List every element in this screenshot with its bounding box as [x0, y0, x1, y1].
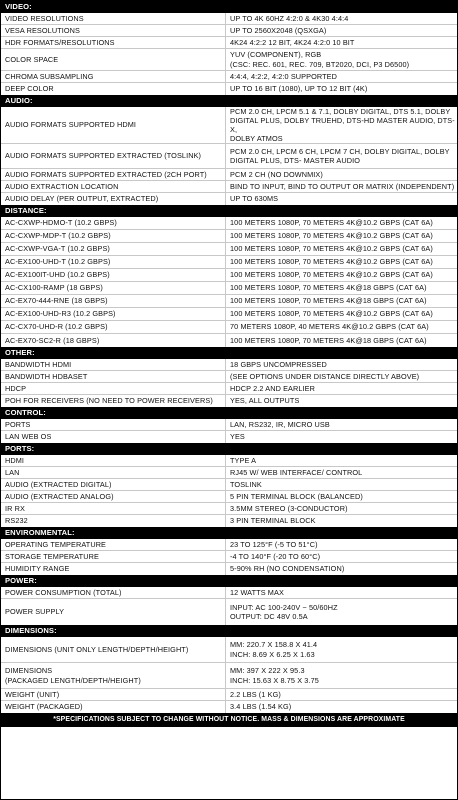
spec-label: OPERATING TEMPERATURE	[1, 539, 226, 550]
spec-row	[1, 25, 457, 37]
spec-value: UP TO 630MS	[230, 194, 279, 204]
spec-row	[1, 599, 457, 625]
spec-label: AUDIO FORMATS SUPPORTED HDMI	[1, 107, 226, 143]
section-header: DISTANCE:	[1, 205, 457, 217]
spec-label: DIMENSIONS (PACKAGED LENGTH/DEPTH/HEIGHT)	[1, 663, 226, 688]
spec-value: PCM 2.0 CH, LPCM 5.1 & 7.1, DOLBY DIGITAL, DTS 5.1, DOLBY DIGITAL PLUS, DOLBY TRUEHD, DTS-HD MASTER AUDIO, DTS-X, DOLBY ATMOS	[230, 106, 455, 144]
spec-row	[1, 308, 457, 321]
spec-label: DIMENSIONS (UNIT ONLY LENGTH/DEPTH/HEIGHT)	[1, 637, 226, 662]
spec-label: BANDWIDTH HDMI	[1, 359, 226, 370]
spec-row	[1, 491, 457, 503]
spec-value: UP TO 16 BIT (1080), UP TO 12 BIT (4K)	[230, 84, 368, 94]
spec-label: POH FOR RECEIVERS (NO NEED TO POWER RECEIVERS)	[1, 395, 226, 407]
spec-value: 100 METERS 1080P, 70 METERS 4K@18 GBPS (CAT 6A)	[230, 283, 427, 293]
spec-value: 23 TO 125°F (-5 TO 51°C)	[230, 539, 318, 549]
spec-row	[1, 383, 457, 395]
spec-row	[1, 359, 457, 371]
spec-label: VIDEO RESOLUTIONS	[1, 13, 226, 24]
spec-label: AUDIO FORMATS SUPPORTED EXTRACTED (TOSLINK)	[1, 144, 226, 168]
spec-section	[1, 443, 457, 527]
spec-row	[1, 334, 457, 347]
spec-section	[1, 407, 457, 443]
spec-row	[1, 83, 457, 95]
spec-row	[1, 479, 457, 491]
spec-label: VESA RESOLUTIONS	[1, 25, 226, 36]
spec-row	[1, 71, 457, 83]
spec-label: WEIGHT (UNIT)	[1, 689, 226, 700]
section-header: AUDIO:	[1, 95, 457, 107]
spec-row	[1, 701, 457, 713]
spec-row	[1, 663, 457, 689]
spec-row	[1, 181, 457, 193]
spec-value: 100 METERS 1080P, 70 METERS 4K@10.2 GBPS (CAT 6A)	[230, 218, 433, 228]
spec-row	[1, 467, 457, 479]
spec-label: AC-CX70-UHD-R (10.2 GBPS)	[1, 321, 226, 333]
spec-label: LAN WEB OS	[1, 431, 226, 443]
spec-label: HDCP	[1, 383, 226, 394]
spec-label: AC-CXWP-VGA-T (10.2 GBPS)	[1, 243, 226, 255]
spec-label: AC-EX70-SC2-R (18 GBPS)	[1, 334, 226, 347]
spec-row	[1, 107, 457, 144]
spec-label: AC-EX100-UHD-T (10.2 GBPS)	[1, 256, 226, 268]
spec-row	[1, 563, 457, 575]
spec-row	[1, 269, 457, 282]
spec-row	[1, 551, 457, 563]
spec-section	[1, 1, 457, 95]
spec-value: LAN, RS232, IR, MICRO USB	[230, 419, 330, 429]
spec-value: PCM 2 CH (NO DOWNMIX)	[230, 169, 323, 179]
spec-row	[1, 193, 457, 205]
spec-row	[1, 637, 457, 663]
spec-label: DEEP COLOR	[1, 83, 226, 95]
spec-label: POWER SUPPLY	[1, 599, 226, 625]
spec-label: HUMIDITY RANGE	[1, 563, 226, 575]
spec-value: BIND TO INPUT, BIND TO OUTPUT OR MATRIX (INDEPENDENT)	[230, 181, 455, 191]
spec-row	[1, 13, 457, 25]
spec-row	[1, 230, 457, 243]
spec-value: MM: 220.7 X 158.8 X 41.4 INCH: 8.69 X 6.25 X 1.63	[230, 640, 318, 659]
spec-label: PORTS	[1, 419, 226, 430]
spec-row	[1, 539, 457, 551]
spec-label: POWER CONSUMPTION (TOTAL)	[1, 587, 226, 598]
spec-row	[1, 689, 457, 701]
footnote: *SPECIFICATIONS SUBJECT TO CHANGE WITHOUT NOTICE. MASS & DIMENSIONS ARE APPROXIMATE	[1, 713, 457, 727]
spec-label: BANDWIDTH HDBASET	[1, 371, 226, 382]
section-header: OTHER:	[1, 347, 457, 359]
spec-label: LAN	[1, 467, 226, 478]
section-header: PORTS:	[1, 443, 457, 455]
spec-label: AUDIO FORMATS SUPPORTED EXTRACTED (2CH PORT)	[1, 169, 226, 180]
spec-row	[1, 217, 457, 230]
spec-row	[1, 515, 457, 527]
spec-row	[1, 395, 457, 407]
section-header: VIDEO:	[1, 1, 457, 13]
spec-section	[1, 95, 457, 205]
spec-row	[1, 431, 457, 443]
spec-row	[1, 49, 457, 71]
spec-label: AUDIO DELAY (PER OUTPUT, EXTRACTED)	[1, 193, 226, 205]
spec-value: 100 METERS 1080P, 70 METERS 4K@18 GBPS (CAT 6A)	[230, 335, 427, 345]
spec-value: UP TO 2560X2048 (QSXGA)	[230, 25, 327, 35]
spec-row	[1, 256, 457, 269]
spec-value: HDCP 2.2 AND EARLIER	[230, 383, 315, 393]
spec-value: 3.5MM STEREO (3-CONDUCTOR)	[230, 503, 348, 513]
spec-label: AC-EX70-444-RNE (18 GBPS)	[1, 295, 226, 307]
spec-value: 100 METERS 1080P, 70 METERS 4K@10.2 GBPS (CAT 6A)	[230, 270, 433, 280]
spec-row	[1, 37, 457, 49]
spec-value: 3 PIN TERMINAL BLOCK	[230, 516, 316, 526]
spec-value: 5-90% RH (NO CONDENSATION)	[230, 564, 345, 574]
spec-section	[1, 527, 457, 575]
spec-value: 4:4:4, 4:2:2, 4:2:0 SUPPORTED	[230, 71, 338, 81]
spec-value: PCM 2.0 CH, LPCM 6 CH, LPCM 7 CH, DOLBY DIGITAL, DOLBY DIGITAL PLUS, DTS- MASTER AUDIO	[230, 146, 450, 165]
spec-value: 3.4 LBS (1.54 KG)	[230, 702, 292, 712]
spec-value: (SEE OPTIONS UNDER DISTANCE DIRECTLY ABOVE)	[230, 371, 420, 381]
spec-row	[1, 455, 457, 467]
spec-value: 100 METERS 1080P, 70 METERS 4K@10.2 GBPS (CAT 6A)	[230, 244, 433, 254]
spec-value: TOSLINK	[230, 479, 262, 489]
spec-label: IR RX	[1, 503, 226, 514]
spec-value: 2.2 LBS (1 KG)	[230, 689, 281, 699]
spec-label: HDMI	[1, 455, 226, 466]
spec-row	[1, 587, 457, 599]
spec-label: AC-EX100-UHD-R3 (10.2 GBPS)	[1, 308, 226, 320]
spec-label: AC-EX100IT-UHD (10.2 GBPS)	[1, 269, 226, 281]
spec-value: UP TO 4K 60HZ 4:2:0 & 4K30 4:4:4	[230, 13, 349, 23]
spec-label: AC-CX100-RAMP (18 GBPS)	[1, 282, 226, 294]
spec-label: AC-CXWP-MDP-T (10.2 GBPS)	[1, 230, 226, 242]
spec-label: HDR FORMATS/RESOLUTIONS	[1, 37, 226, 48]
spec-value: 18 GBPS UNCOMPRESSED	[230, 359, 327, 369]
spec-value: -4 TO 140°F (-20 TO 60°C)	[230, 551, 321, 561]
spec-value: 100 METERS 1080P, 70 METERS 4K@10.2 GBPS (CAT 6A)	[230, 257, 433, 267]
spec-label: AC-CXWP-HDMO-T (10.2 GBPS)	[1, 217, 226, 229]
spec-section	[1, 625, 457, 713]
spec-row	[1, 321, 457, 334]
spec-value: YES, ALL OUTPUTS	[230, 396, 300, 406]
spec-label: AUDIO (EXTRACTED ANALOG)	[1, 491, 226, 502]
spec-row	[1, 295, 457, 308]
spec-label: CHROMA SUBSAMPLING	[1, 71, 226, 82]
spec-row	[1, 503, 457, 515]
section-header: POWER:	[1, 575, 457, 587]
spec-row	[1, 243, 457, 256]
section-header: ENVIRONMENTAL:	[1, 527, 457, 539]
spec-value: MM: 397 X 222 X 95.3 INCH: 15.63 X 8.75 X 3.75	[230, 666, 319, 685]
spec-value: 100 METERS 1080P, 70 METERS 4K@18 GBPS (CAT 6A)	[230, 296, 427, 306]
spec-value: RJ45 W/ WEB INTERFACE/ CONTROL	[230, 467, 363, 477]
spec-value: YUV (COMPONENT), RGB (CSC: REC. 601, REC. 709, BT2020, DCI, P3 D6500)	[230, 50, 410, 69]
spec-row	[1, 282, 457, 295]
spec-value: 4K24 4:2:2 12 BIT, 4K24 4:2:0 10 BIT	[230, 37, 355, 47]
spec-label: COLOR SPACE	[1, 49, 226, 70]
spec-value: 5 PIN TERMINAL BLOCK (BALANCED)	[230, 491, 363, 501]
spec-row	[1, 169, 457, 181]
section-header: CONTROL:	[1, 407, 457, 419]
spec-value: 100 METERS 1080P, 70 METERS 4K@10.2 GBPS (CAT 6A)	[230, 231, 433, 241]
spec-label: RS232	[1, 515, 226, 527]
spec-label: STORAGE TEMPERATURE	[1, 551, 226, 562]
spec-row	[1, 419, 457, 431]
spec-sections	[1, 1, 457, 713]
spec-row	[1, 371, 457, 383]
spec-value: 70 METERS 1080P, 40 METERS 4K@10.2 GBPS (CAT 6A)	[230, 322, 429, 332]
spec-section	[1, 347, 457, 407]
spec-section	[1, 575, 457, 625]
spec-label: AUDIO EXTRACTION LOCATION	[1, 181, 226, 192]
spec-value: YES	[230, 432, 245, 442]
spec-label: AUDIO (EXTRACTED DIGITAL)	[1, 479, 226, 490]
spec-section	[1, 205, 457, 347]
section-header: DIMENSIONS:	[1, 625, 457, 637]
spec-value: 12 WATTS MAX	[230, 587, 284, 597]
spec-label: WEIGHT (PACKAGED)	[1, 701, 226, 713]
spec-row	[1, 144, 457, 169]
spec-value: 100 METERS 1080P, 70 METERS 4K@10.2 GBPS (CAT 6A)	[230, 309, 433, 319]
spec-value: INPUT: AC 100-240V ~ 50/60HZ OUTPUT: DC 48V 0.5A	[230, 602, 338, 621]
spec-value: TYPE A	[230, 455, 257, 465]
